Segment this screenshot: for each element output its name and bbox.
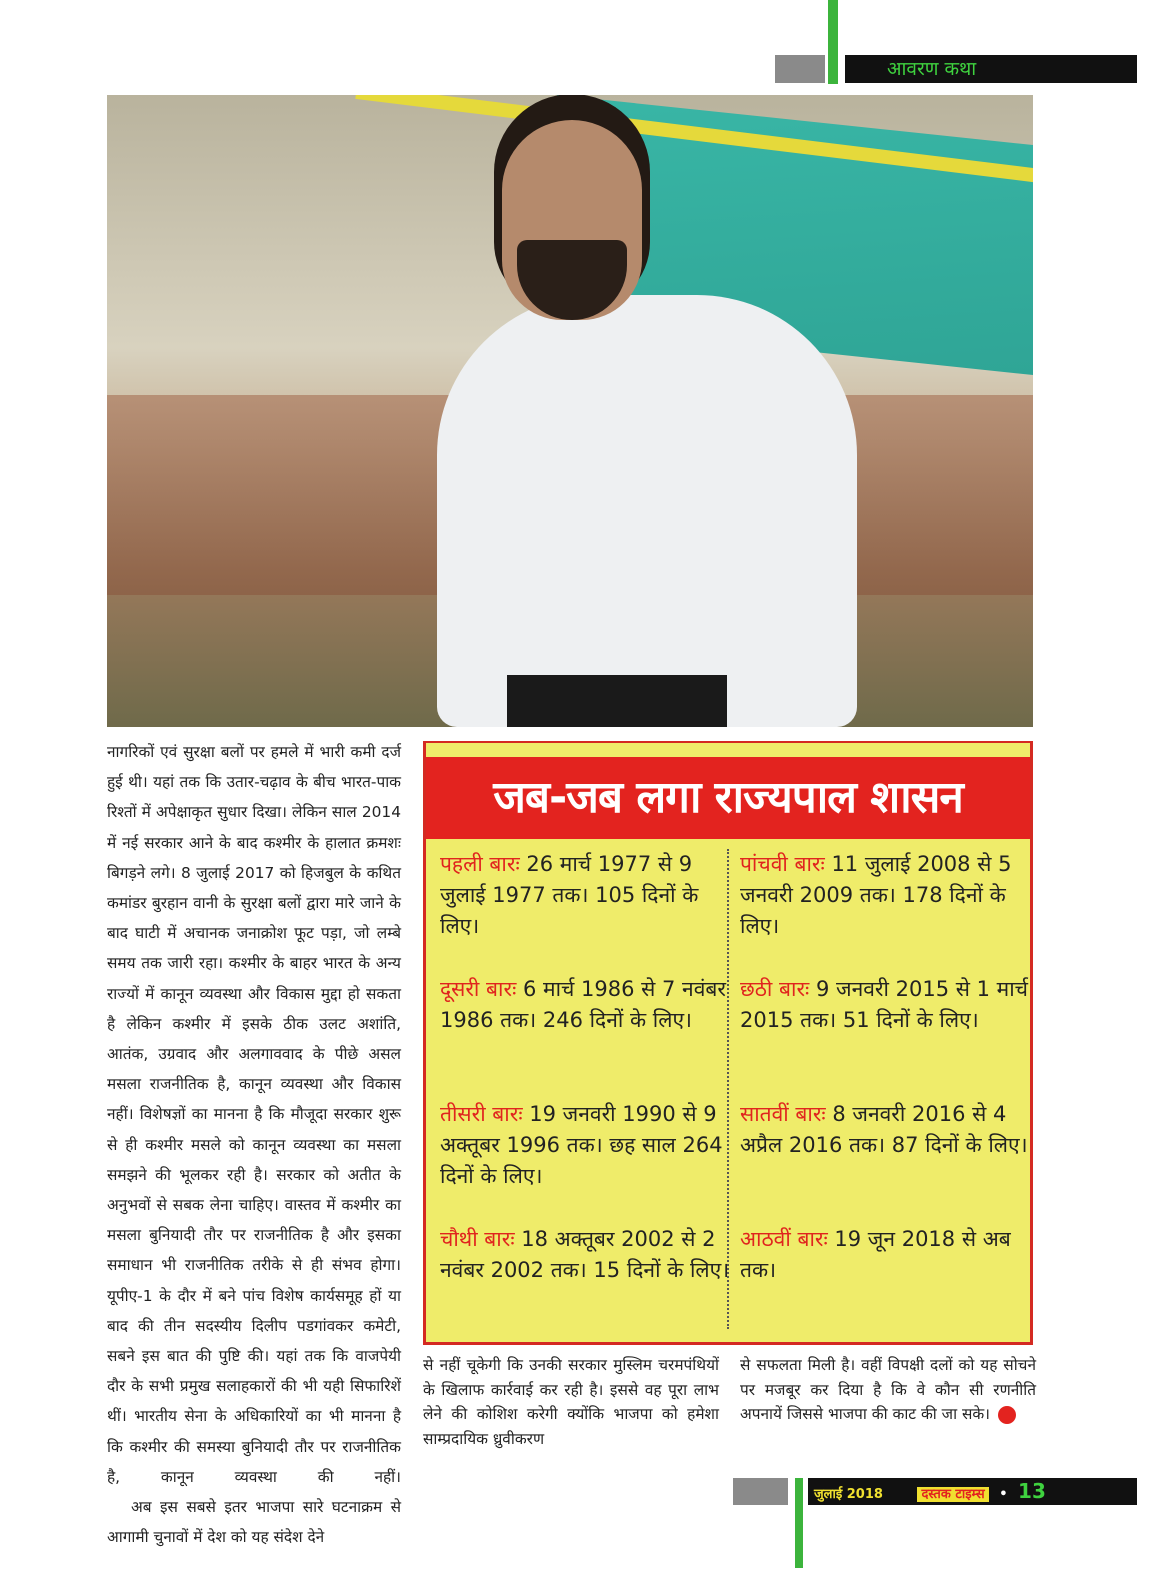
paragraph: अब इस सबसे इतर भाजपा सारे घटनाक्रम से आगामी चुनावों में देश को यह संदेश देने xyxy=(107,1498,401,1547)
end-mark-icon xyxy=(998,1406,1016,1424)
list-item xyxy=(440,1099,730,1224)
list-item xyxy=(440,849,730,974)
entry-text: 8 जनवरी 2016 से 4 अप्रैल 2016 तक। 87 दिनों के लिए। xyxy=(740,1102,1028,1157)
info-box xyxy=(423,741,1033,1345)
article-bottom-column-1 xyxy=(423,1353,719,1451)
list-item xyxy=(740,1099,1030,1224)
bullet-icon: • xyxy=(999,1487,1008,1502)
cover-photo xyxy=(107,95,1033,727)
entry-label: तीसरी बारः xyxy=(440,1102,523,1126)
entry-label: छठी बारः xyxy=(740,977,810,1001)
box-right-list xyxy=(740,849,1030,1349)
entry-text: 6 मार्च 1986 से 7 नवंबर 1986 तक। 246 दिनों के लिए। xyxy=(440,977,726,1032)
list-item xyxy=(740,849,1030,974)
entry-label: आठवीं बारः xyxy=(740,1227,828,1251)
entry-label: चौथी बारः xyxy=(440,1227,515,1251)
header-gray-block xyxy=(775,55,825,83)
article-bottom-column-2 xyxy=(740,1353,1036,1427)
section-label: आवरण कथा xyxy=(845,55,1137,83)
header-green-bar xyxy=(828,0,838,84)
entry-text: 18 अक्तूबर 2002 से 2 नवंबर 2002 तक। 15 दिनों के लिए। xyxy=(440,1227,730,1282)
magazine-logo: दस्तक टाइम्स xyxy=(917,1487,988,1502)
list-item xyxy=(440,974,730,1099)
list-item xyxy=(740,974,1030,1099)
entry-label: पांचवी बारः xyxy=(740,852,825,876)
box-top-strip xyxy=(426,741,1030,755)
list-item xyxy=(740,1224,1030,1349)
issue-date: जुलाई 2018 xyxy=(814,1487,883,1502)
paragraph xyxy=(740,1353,1036,1427)
entry-text: 11 जुलाई 2008 से 5 जनवरी 2009 तक। 178 दिनों के लिए। xyxy=(740,852,1012,938)
footer-bar xyxy=(808,1478,1137,1505)
entry-text: 19 जून 2018 से अब तक। xyxy=(740,1227,1011,1282)
list-item xyxy=(440,1224,730,1349)
entry-text: 26 मार्च 1977 से 9 जुलाई 1977 तक। 105 दिनों के लिए। xyxy=(440,852,699,938)
box-left-list xyxy=(440,849,730,1349)
paragraph: नागरिकों एवं सुरक्षा बलों पर हमले में भारी कमी दर्ज हुई थी। यहां तक कि उतार-चढ़ाव के बीच भारत-पाक रिश्तों में अपेक्षाकृत सुधार दिखा। लेकिन साल 2014 में नई सरकार आने के बाद कश्मीर के हालात क्रमशः बिगड़ने लगे। 8 जुलाई 2017 को हिजबुल के कथित कमांडर बुरहान वानी के सुरक्षा बलों द्वारा मारे जाने के बाद घाटी में अचानक जनाक्रोश फूट पड़ा, जो लम्बे समय तक जारी रहा। कश्मीर के बाहर भारत के अन्य राज्यों में कानून व्यवस्था और विकास मुद्दा हो सकता है लेकिन कश्मीर में इसके ठीक उलट अशांति, आतंक, उग्रवाद और अलगाववाद के पीछे असल मसला राजनीतिक है, कानून व्यवस्था और विकास नहीं। विशेषज्ञों का मानना है कि मौजूदा सरकार शुरू से ही कश्मीर मसले को कानून व्यवस्था का मसला समझने की भूलकर रही है। सरकार को अतीत के अनुभवों से सबक लेना चाहिए। वास्तव में कश्मीर का मसला बुनियादी तौर पर राजनीतिक है और इसका समाधान भी राजनीतिक तरीके से ही संभव होगा। यूपीए-1 के दौर में बने पांच विशेष कार्यसमूह हों या बाद की तीन सदस्यीय दिलीप पडगांवकर कमेटी, सबने इस बात की पुष्टि की। यहां तक कि वाजपेयी दौर के सभी प्रमुख सलाहकारों की भी यही सिफारिशें थीं। भारतीय सेना के अधिकारियों का भी मानना है कि कश्मीर की समस्या बुनियादी तौर पर राजनीतिक है, कानून व्यवस्था की नहीं। xyxy=(107,743,401,1486)
article-left-column xyxy=(107,737,401,1552)
paragraph-text: से सफलता मिली है। वहीं विपक्षी दलों को यह सोचने पर मजबूर कर दिया है कि वे कौन सी रणनीति अपनायें जिससे भाजपा की काट की जा सके। xyxy=(740,1356,1036,1423)
box-title: जब-जब लगा राज्यपाल शासन xyxy=(426,757,1030,839)
paragraph: से नहीं चूकेगी कि उनकी सरकार मुस्लिम चरमपंथियों के खिलाफ कार्रवाई कर रही है। इससे वह पूरा लाभ लेने की कोशिश करेगी क्योंकि भाजपा को हमेशा साम्प्रदायिक ध्रुवीकरण xyxy=(423,1356,719,1448)
entry-label: दूसरी बारः xyxy=(440,977,517,1001)
footer-gray-block xyxy=(733,1478,788,1505)
column-divider xyxy=(727,849,729,1329)
footer-green-bar xyxy=(795,1478,803,1568)
entry-label: सातवीं बारः xyxy=(740,1102,826,1126)
entry-label: पहली बारः xyxy=(440,852,520,876)
page-number: 13 xyxy=(1018,1479,1046,1503)
entry-text: 19 जनवरी 1990 से 9 अक्तूबर 1996 तक। छह साल 264 दिनों के लिए। xyxy=(440,1102,723,1188)
entry-text: 9 जनवरी 2015 से 1 मार्च 2015 तक। 51 दिनों के लिए। xyxy=(740,977,1028,1032)
